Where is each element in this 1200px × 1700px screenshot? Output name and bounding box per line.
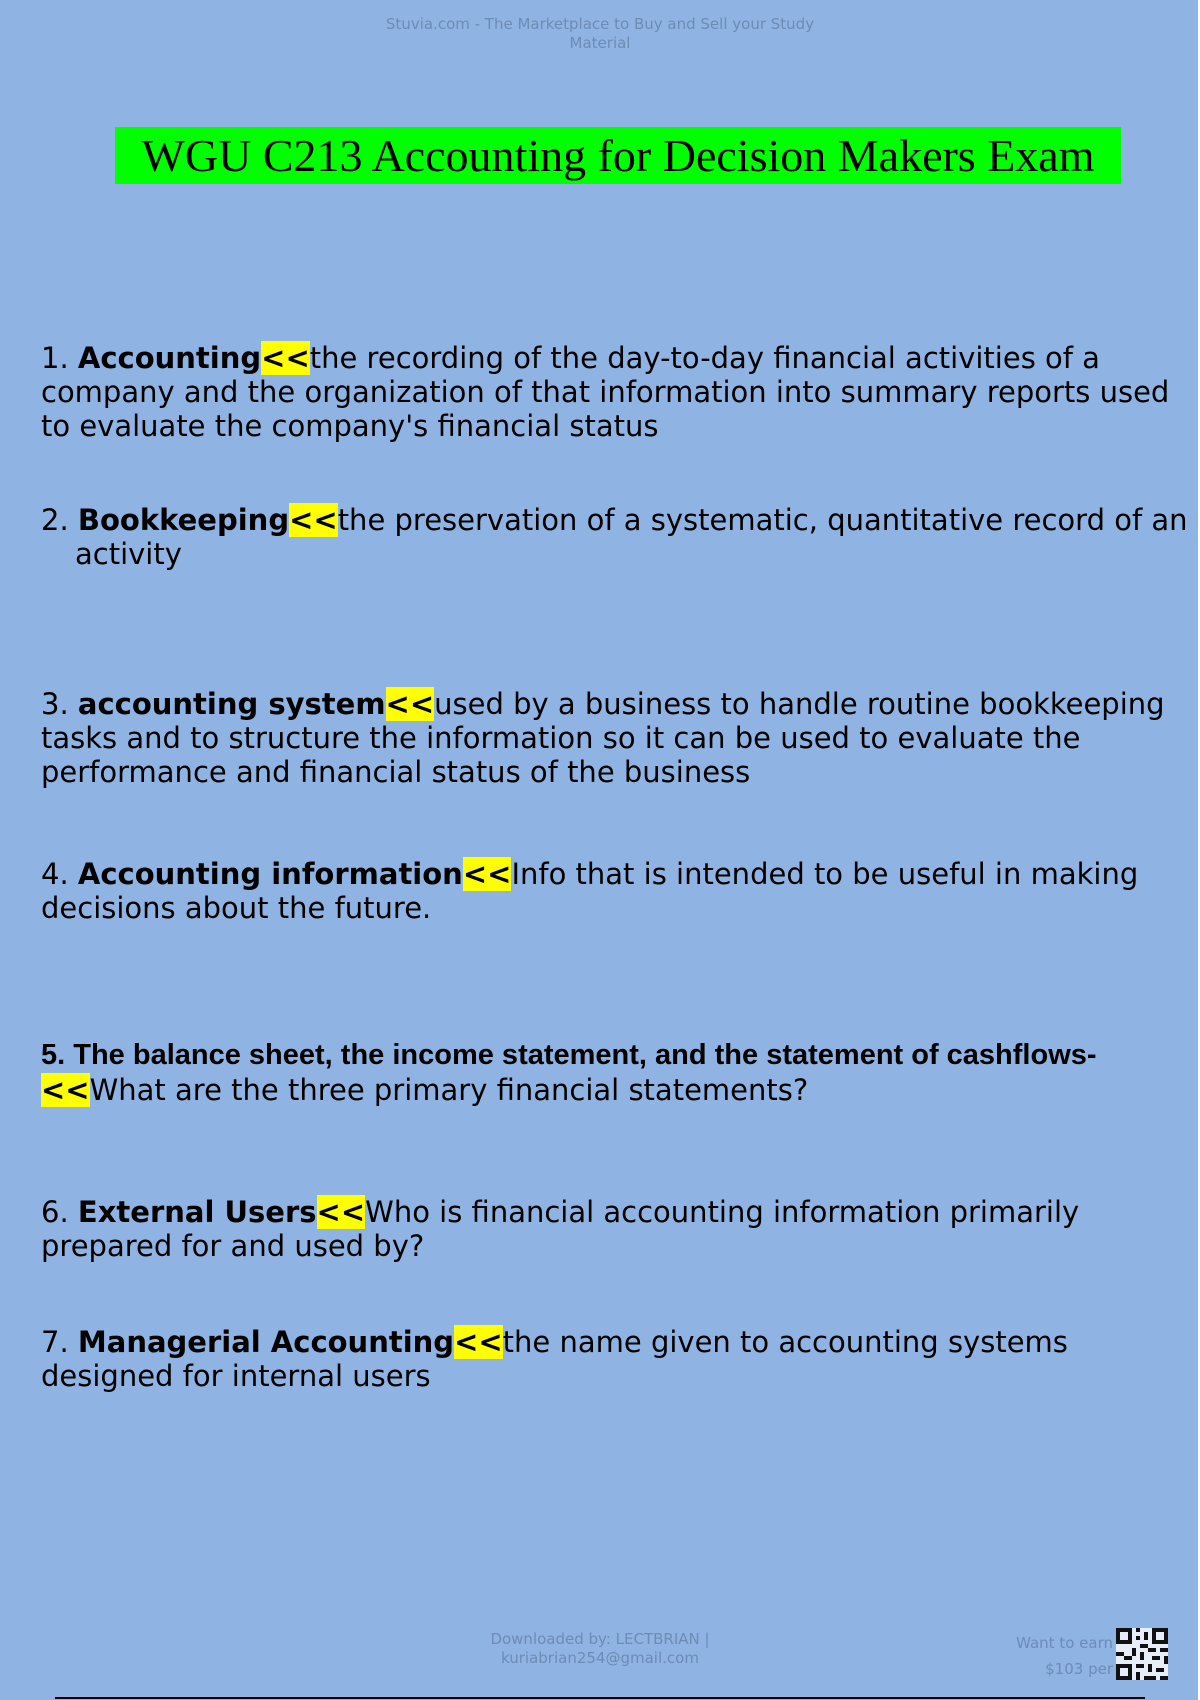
item-definition: the preservation of a systematic, quantitative record of an activity — [75, 503, 1188, 571]
earn-line: Want to earn — [1016, 1634, 1113, 1652]
item-term: accounting system — [77, 687, 386, 721]
separator-marker: << — [385, 687, 435, 721]
separator-marker: << — [261, 341, 310, 375]
item-term: Managerial Accounting — [77, 1325, 455, 1359]
qa-item-5 — [41, 1037, 1176, 1107]
document-title: WGU C213 Accounting for Decision Makers Exam — [141, 130, 1095, 181]
item-number: 5. — [41, 1039, 66, 1071]
item-number: 1. — [41, 341, 69, 375]
item-definition-line — [41, 1073, 1176, 1107]
item-term: Accounting information — [77, 857, 463, 891]
item-term: The balance sheet, the income statement, and the statement of cashflows- — [73, 1039, 1097, 1071]
qa-item-4 — [41, 857, 1176, 925]
item-number: 4. — [41, 857, 69, 891]
stuvia-watermark — [300, 15, 900, 53]
separator-marker: << — [41, 1073, 90, 1107]
item-definition: the name given to accounting systems designed for internal users — [41, 1325, 1068, 1393]
download-watermark — [450, 1630, 750, 1668]
qa-item-6 — [41, 1195, 1176, 1263]
item-number: 3. — [41, 687, 69, 721]
qr-code-icon[interactable] — [1116, 1628, 1168, 1680]
item-definition: used by a business to handle routine bookkeeping tasks and to structure the information so it can be used to evaluate the performance and financial status of the business — [41, 687, 1165, 789]
separator-marker: << — [316, 1195, 366, 1229]
qa-item-7 — [41, 1325, 1176, 1393]
item-number: 6. — [41, 1195, 69, 1229]
item-definition: What are the three primary financial statements? — [89, 1073, 809, 1107]
item-term: Accounting — [77, 341, 262, 375]
download-email: kuriabrian254@gmail.com — [501, 1649, 699, 1667]
separator-marker: << — [289, 503, 338, 537]
qa-item-1 — [41, 341, 1176, 443]
item-term-line — [41, 1037, 1176, 1073]
bottom-divider — [55, 1697, 1145, 1699]
earn-line: $103 per — [1045, 1660, 1113, 1678]
title-highlight — [115, 127, 1121, 184]
separator-marker: << — [462, 857, 512, 891]
item-definition: the recording of the day-to-day financial activities of a company and the organization of that information into summary reports used to evaluate the company's financial status — [41, 341, 1170, 443]
item-number: 7. — [41, 1325, 69, 1359]
item-term: External Users — [77, 1195, 317, 1229]
qa-item-2 — [41, 503, 1200, 571]
separator-marker: << — [454, 1325, 503, 1359]
item-definition: Info that is intended to be useful in making decisions about the future. — [41, 857, 1139, 925]
watermark-line: Material — [569, 34, 631, 52]
download-line: Downloaded by: LECTBRIAN | — [490, 1630, 710, 1648]
item-term: Bookkeeping — [77, 503, 290, 537]
earn-promo[interactable] — [985, 1630, 1113, 1682]
qa-item-3 — [41, 687, 1176, 789]
watermark-line: Stuvia.com - The Marketplace to Buy and Sell your Study — [385, 15, 815, 33]
item-definition: Who is financial accounting information primarily prepared for and used by? — [41, 1195, 1080, 1263]
item-number: 2. — [41, 503, 69, 537]
